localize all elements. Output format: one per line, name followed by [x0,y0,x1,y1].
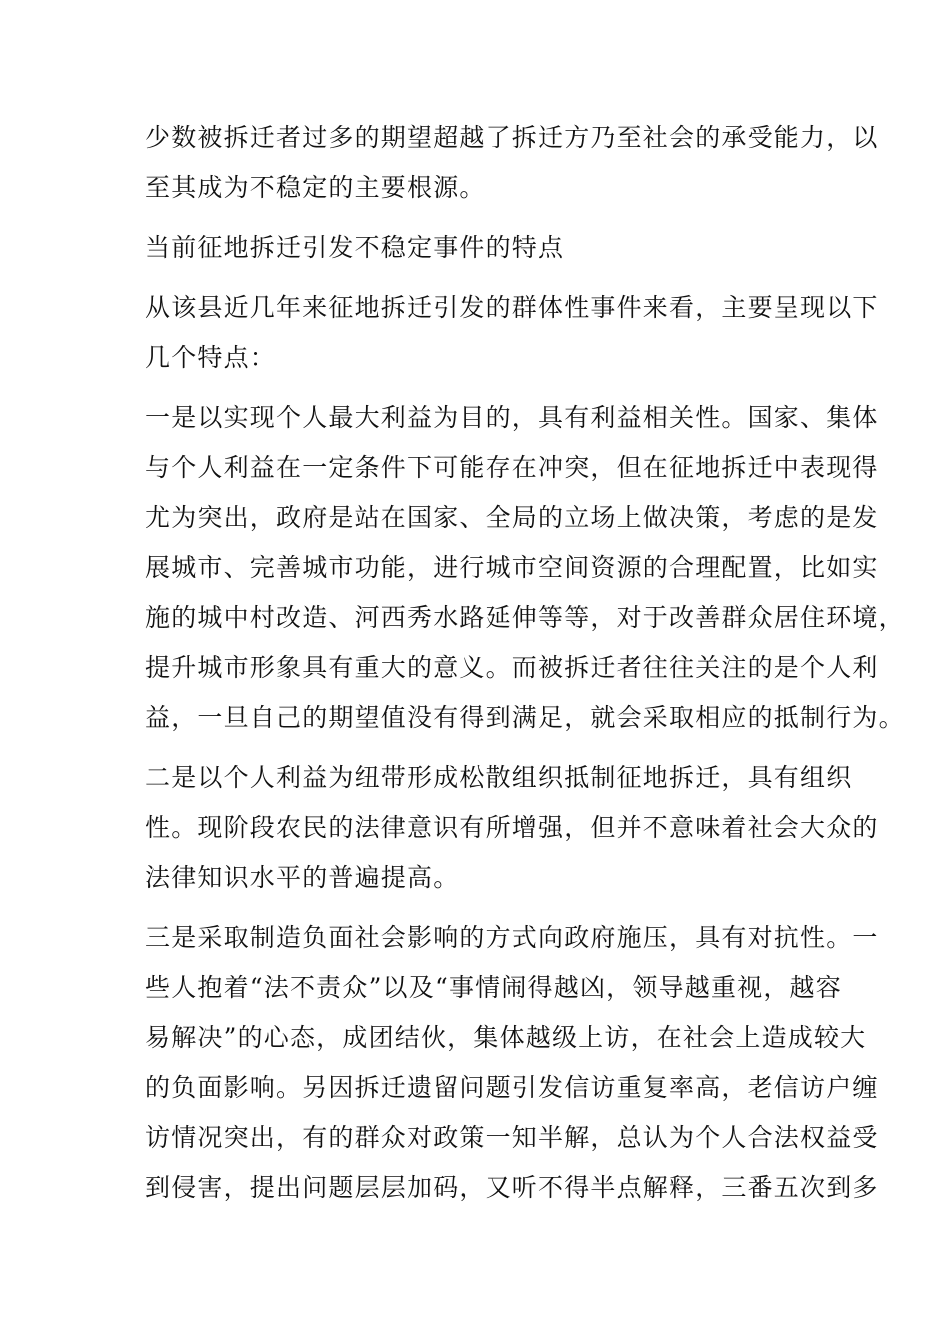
text-line: 益，一旦自己的期望值没有得到满足，就会采取相应的抵制行为。 [145,703,905,732]
text-line: 至其成为不稳定的主要根源。 [145,173,486,202]
text-line: 些人抱着“法不责众”以及“事情闹得越凶，领导越重视，越容 [145,973,842,1002]
text-line: 提升城市形象具有重大的意义。而被拆迁者往往关注的是个人利 [145,653,879,682]
text-line: 几个特点： [145,343,277,372]
text-line: 少数被拆迁者过多的期望超越了拆迁方乃至社会的承受能力，以 [145,123,879,152]
text-line: 易解决”的心态，成团结伙，集体越级上访，在社会上造成较大 [145,1023,867,1052]
text-line: 与个人利益在一定条件下可能存在冲突，但在征地拆迁中表现得 [145,453,879,482]
text-line: 一是以实现个人最大利益为目的，具有利益相关性。国家、集体 [145,403,879,432]
text-line: 访情况突出，有的群众对政策一知半解，总认为个人合法权益受 [145,1123,879,1152]
text-line: 到侵害，提出问题层层加码，又听不得半点解释，三番五次到多 [145,1173,879,1202]
text-line: 尤为突出，政府是站在国家、全局的立场上做决策，考虑的是发 [145,503,879,532]
text-line: 从该县近几年来征地拆迁引发的群体性事件来看，主要呈现以下 [145,293,879,322]
text-line: 展城市、完善城市功能，进行城市空间资源的合理配置，比如实 [145,553,879,582]
text-line: 性。现阶段农民的法律意识有所增强，但并不意味着社会大众的 [145,813,879,842]
text-line: 施的城中村改造、河西秀水路延伸等等，对于改善群众居住环境， [145,603,905,632]
text-line: 二是以个人利益为纽带形成松散组织抵制征地拆迁，具有组织 [145,763,853,792]
text-line: 的负面影响。另因拆迁遗留问题引发信访重复率高，老信访户缠 [145,1073,879,1102]
section-heading: 当前征地拆迁引发不稳定事件的特点 [145,233,565,262]
text-line: 三是采取制造负面社会影响的方式向政府施压，具有对抗性。一 [145,923,879,952]
text-line: 法律知识水平的普遍提高。 [145,863,460,892]
